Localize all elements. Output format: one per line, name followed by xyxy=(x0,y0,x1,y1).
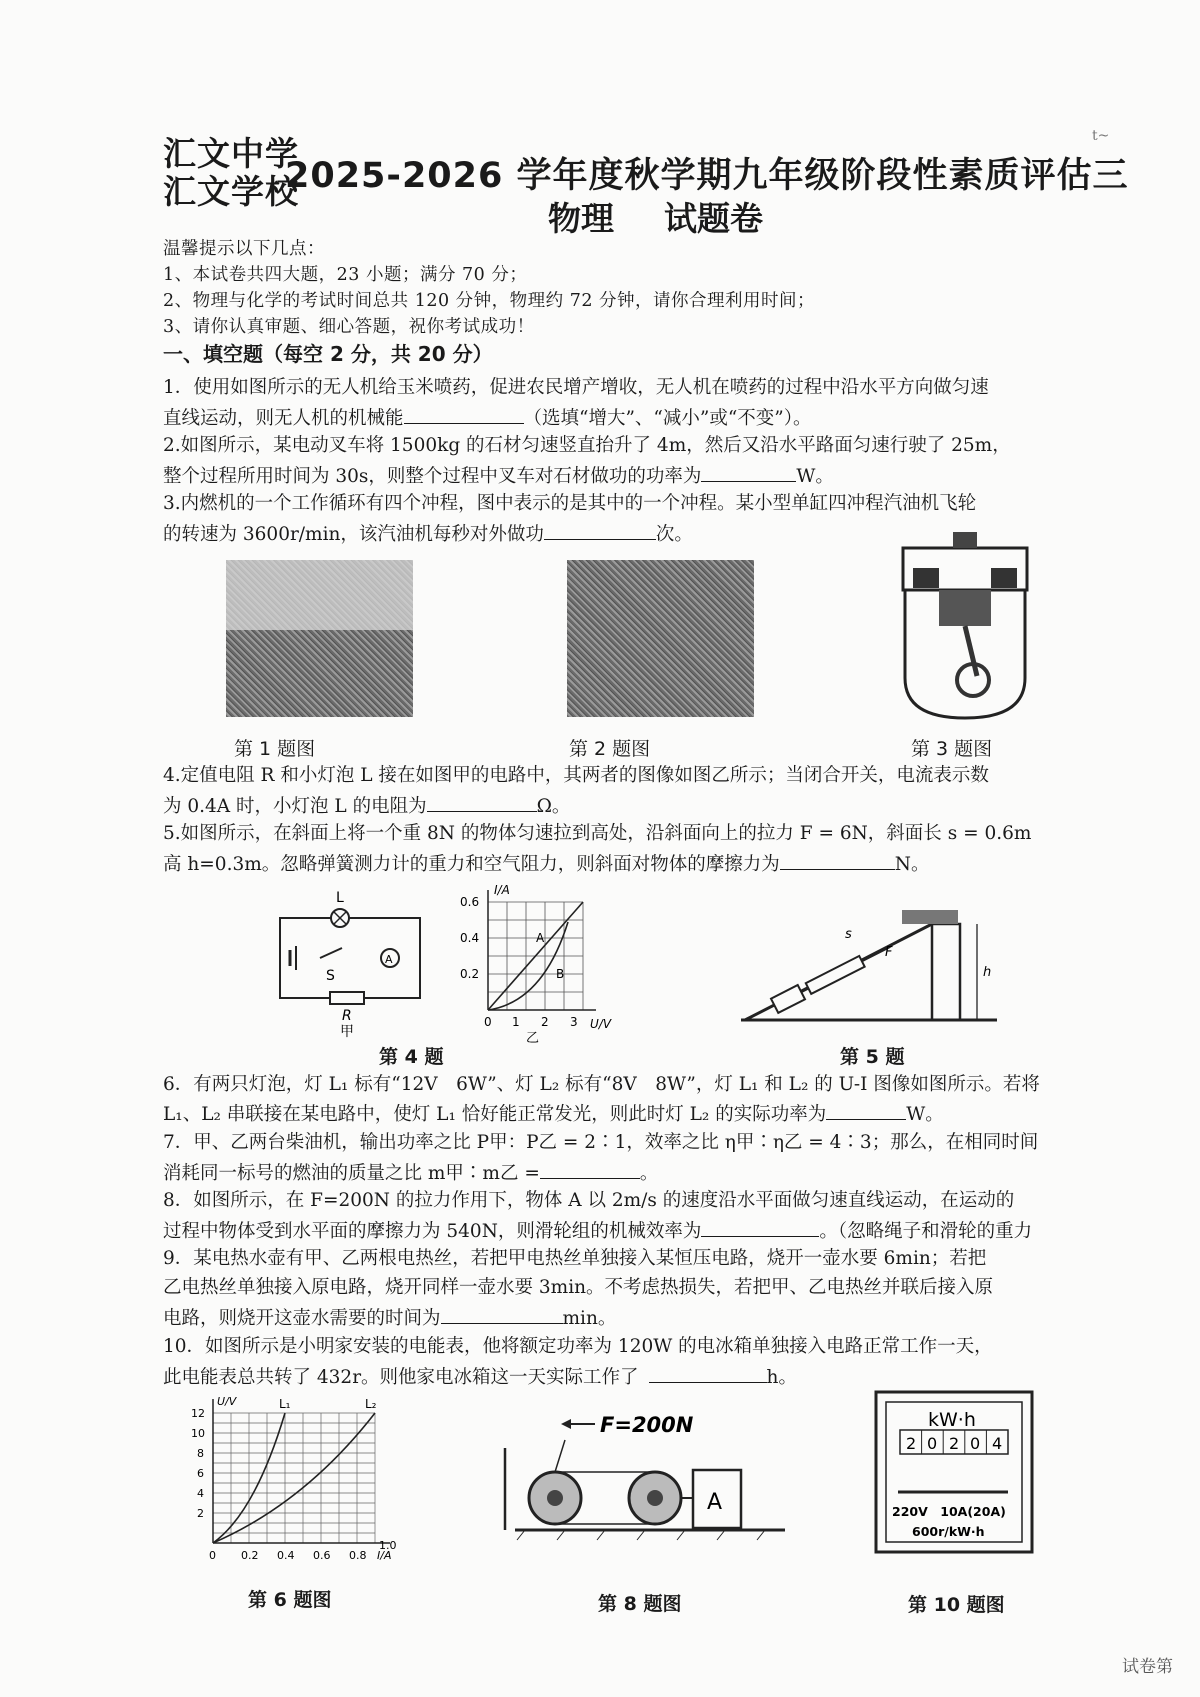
exhaust-valve xyxy=(991,568,1017,588)
meter-unit: kW·h xyxy=(928,1409,976,1431)
q10-line1: 10．如图所示是小明家安装的电能表，他将额定功率为 120W 的电冰箱单独接入电路正常工作一天， xyxy=(163,1336,993,1357)
spring-scale xyxy=(806,956,865,994)
q1-line1: 1．使用如图所示的无人机给玉米喷药，促进农民增产增收，无人机在喷药的过程中沿水平方向做匀速 xyxy=(163,377,989,398)
spring-scale-group xyxy=(771,940,894,1013)
subject-label: 物理 xyxy=(548,199,614,238)
curve-a-label: A xyxy=(536,931,545,945)
q8-line2 xyxy=(163,1217,1032,1245)
q4-answer-blank[interactable] xyxy=(427,792,537,812)
forklift-photo xyxy=(567,560,754,717)
meter-digit: 4 xyxy=(992,1434,1003,1453)
support-block xyxy=(932,924,960,1020)
lamp-label: L xyxy=(336,890,344,906)
fig4-jia-label: 甲 xyxy=(340,1024,354,1040)
q10-answer-blank[interactable] xyxy=(649,1363,767,1383)
q8-text: 过程中物体受到水平面的摩擦力为 540N，则滑轮组的机械效率为 xyxy=(163,1221,702,1242)
x-tick: 1.0 xyxy=(379,1539,397,1552)
q5-line1: 5.如图所示，在斜面上将一个重 8N 的物体匀速拉到高处，沿斜面向上的拉力 F = 6N，斜面长 s = 0.6m xyxy=(163,823,1032,844)
q9-line2: 乙电热丝单独接入原电路，烧开同样一壶水要 3min。不考虑热损失，若把甲、乙电热丝并联后接入原 xyxy=(163,1277,994,1298)
q5-text: 高 h=0.3m。忽略弹簧测力计的重力和空气阻力，则斜面对物体的摩擦力为 xyxy=(163,854,780,875)
q9-answer-blank[interactable] xyxy=(441,1304,563,1324)
figure-caption: 第 1 题图 xyxy=(234,738,316,760)
x-axis-label: U/V xyxy=(590,1017,612,1031)
q9-line1: 9．某电热水壶有甲、乙两根电热丝，若把甲电热丝单独接入某恒压电路，烧开一壶水要 6min；若把 xyxy=(163,1248,987,1269)
fig6-graph xyxy=(185,1393,395,1568)
meter-digit: 0 xyxy=(970,1434,981,1453)
fig5-incline xyxy=(737,892,1002,1030)
q5-text-end: N。 xyxy=(894,854,930,875)
y-axis-label: U/V xyxy=(217,1395,237,1408)
school-name-2: 汇文学校 xyxy=(163,172,299,211)
q7-line2 xyxy=(163,1159,658,1187)
y-tick: 10 xyxy=(191,1427,205,1440)
x-tick: 0.6 xyxy=(313,1549,331,1562)
curve-l1-label: L₁ xyxy=(279,1397,291,1411)
q4-text-end: Ω。 xyxy=(536,796,571,817)
paper-label: 试题卷 xyxy=(664,199,763,238)
fig4-yi-label: 乙 xyxy=(526,1031,540,1046)
school-name-1: 汇文中学 xyxy=(163,134,299,173)
q9-line3 xyxy=(163,1304,616,1332)
figure-caption: 第 10 题图 xyxy=(908,1594,1005,1616)
y-tick: 0.2 xyxy=(460,967,480,981)
photo-sky xyxy=(226,560,413,630)
q7-text-end: 。 xyxy=(639,1163,659,1184)
curve-l2-label: L₂ xyxy=(365,1397,377,1411)
figure-caption: 第 6 题图 xyxy=(248,1589,332,1611)
q2-text-end: W。 xyxy=(796,466,834,487)
fig8-pulley xyxy=(505,1400,790,1550)
y-tick: 2 xyxy=(197,1507,204,1520)
engine-stroke-diagram xyxy=(895,528,1035,725)
spark-plug xyxy=(953,532,977,548)
figure-caption: 第 4 题 xyxy=(379,1046,444,1068)
figure-caption: 第 5 题 xyxy=(840,1046,905,1068)
q7-line1: 7．甲、乙两台柴油机，输出功率之比 P甲：P乙 = 2∶1，效率之比 η甲∶η乙 = 4∶3；那么，在相同时间 xyxy=(163,1132,1039,1153)
figure-caption: 第 2 题图 xyxy=(569,738,651,760)
y-tick: 0.6 xyxy=(460,895,480,909)
q9-text: 电路，则烧开这壶水需要的时间为 xyxy=(163,1308,441,1329)
tip-item: 3、请你认真审题、细心答题，祝你考试成功！ xyxy=(163,317,535,337)
y-tick: 6 xyxy=(197,1467,204,1480)
connecting-rod xyxy=(965,626,977,676)
exam-subtitle xyxy=(548,193,813,240)
y-tick: 8 xyxy=(197,1447,204,1460)
x-tick: 0 xyxy=(209,1549,216,1562)
q7-text: 消耗同一标号的燃油的质量之比 m甲∶m乙 = xyxy=(163,1163,540,1184)
q5-line2 xyxy=(163,850,929,878)
q4-text: 为 0.4A 时，小灯泡 L 的电阻为 xyxy=(163,796,427,817)
x-tick: 0.2 xyxy=(241,1549,259,1562)
q5-answer-blank[interactable] xyxy=(780,850,895,870)
q3-line2 xyxy=(163,520,693,548)
q2-line2 xyxy=(163,462,834,490)
curve-l2 xyxy=(213,1413,375,1543)
fig10-energy-meter xyxy=(872,1388,1037,1556)
q10-line2 xyxy=(163,1363,797,1391)
page-footer: 试卷第 xyxy=(1122,1657,1173,1677)
tip-item: 1、本试卷共四大题，23 小题；满分 70 分； xyxy=(163,265,528,285)
x-axis-label: I/A xyxy=(377,1549,392,1562)
meter-constant: 600r/kW·h xyxy=(912,1524,985,1539)
y-tick: 12 xyxy=(191,1407,205,1420)
q6-line2 xyxy=(163,1100,944,1128)
fig4-graph xyxy=(448,882,612,1046)
meter-digit: 0 xyxy=(927,1434,938,1453)
q2-answer-blank[interactable] xyxy=(701,462,796,482)
q1-text-end: （选填“增大”、“减小”或“不变”）。 xyxy=(523,408,812,429)
y-axis-label: I/A xyxy=(494,883,510,897)
tip-item: 2、物理与化学的考试时间总共 120 分钟，物理约 72 分钟，请你合理利用时间； xyxy=(163,291,816,311)
q3-line1: 3.内燃机的一个工作循环有四个冲程，图中表示的是其中的一个冲程。某小型单缸四冲程汽油机飞轮 xyxy=(163,493,977,514)
ammeter-label: A xyxy=(385,953,393,966)
q3-answer-blank[interactable] xyxy=(544,520,656,540)
q10-text-end: h。 xyxy=(766,1367,797,1388)
figure-caption: 第 8 题图 xyxy=(598,1593,682,1615)
q8-line1: 8．如图所示，在 F=200N 的拉力作用下，物体 A 以 2m/s 的速度沿水平面做匀速直线运动，在运动的 xyxy=(163,1190,1015,1211)
q6-line1: 6．有两只灯泡，灯 L₁ 标有“12V 6W”、灯 L₂ 标有“8V 8W”，灯 L₁ 和 L₂ 的 U-I 图像如图所示。若将 xyxy=(163,1074,1040,1095)
x-tick: 0.8 xyxy=(349,1549,367,1562)
x-tick: 2 xyxy=(541,1015,549,1029)
q2-text: 整个过程所用时间为 30s，则整个过程中叉车对石材做功的功率为 xyxy=(163,466,702,487)
intake-valve xyxy=(913,568,939,588)
q1-text: 直线运动，则无人机的机械能 xyxy=(163,408,404,429)
x-tick: 1 xyxy=(512,1015,520,1029)
y-tick: 4 xyxy=(197,1487,204,1500)
block-a-label: A xyxy=(707,1490,723,1515)
school-names xyxy=(163,135,299,211)
x-tick: 0 xyxy=(484,1015,492,1029)
q4-line1: 4.定值电阻 R 和小灯泡 L 接在如图甲的电路中，其两者的图像如图乙所示；当闭合开关，电流表示数 xyxy=(163,765,989,786)
section-heading: 一、填空题（每空 2 分，共 20 分） xyxy=(163,342,493,366)
force-f-label: F xyxy=(885,945,893,960)
resistor-label: R xyxy=(342,1008,352,1024)
q6-text-end: W。 xyxy=(906,1104,944,1125)
meter-rating: 220V 10A(20A) xyxy=(892,1504,1006,1519)
q3-text-end: 次。 xyxy=(655,524,693,545)
q6-text: L₁、L₂ 串联接在某电路中，使灯 L₁ 恰好能正常发光，则此时灯 L₂ 的实际功率为 xyxy=(163,1104,827,1125)
figure-caption: 第 3 题图 xyxy=(911,738,993,760)
q2-line1: 2.如图所示，某电动叉车将 1500kg 的石材匀速竖直抬升了 4m，然后又沿水平路面匀速行驶了 25m， xyxy=(163,435,1011,456)
graph-grid xyxy=(213,1413,375,1543)
switch-symbol xyxy=(320,948,342,958)
piston xyxy=(939,590,991,626)
q4-line2 xyxy=(163,792,570,820)
q1-answer-blank[interactable] xyxy=(404,404,524,424)
q8-answer-blank[interactable] xyxy=(701,1217,819,1237)
q6-answer-blank[interactable] xyxy=(826,1100,906,1120)
curve-b-label: B xyxy=(556,967,565,981)
switch-label: S xyxy=(326,968,335,984)
incline-s-label: s xyxy=(845,927,852,942)
fig4-circuit xyxy=(270,888,430,1038)
x-tick: 3 xyxy=(570,1015,578,1029)
resistor-symbol xyxy=(330,992,364,1004)
q8-text-end: 。（忽略绳子和滑轮的重力 xyxy=(819,1221,1033,1242)
corner-mark: t~ xyxy=(1092,128,1110,144)
q7-answer-blank[interactable] xyxy=(540,1159,640,1179)
y-tick: 0.4 xyxy=(460,931,480,945)
object-block xyxy=(771,985,805,1013)
pull-force-label: F=200N xyxy=(600,1413,694,1437)
top-platform xyxy=(902,910,958,924)
x-tick: 0.4 xyxy=(277,1549,295,1562)
q10-text: 此电能表总共转了 432r。则他家电冰箱这一天实际工作了 xyxy=(163,1367,639,1388)
meter-digit: 2 xyxy=(906,1434,917,1453)
height-h-label: h xyxy=(983,965,992,980)
meter-digit: 2 xyxy=(949,1434,960,1453)
q1-line2 xyxy=(163,404,812,432)
q9-text-end: min。 xyxy=(562,1308,617,1329)
q3-text: 的转速为 3600r/min，该汽油机每秒对外做功 xyxy=(163,524,544,545)
tips-heading: 温馨提示以下几点： xyxy=(163,239,325,259)
exam-title: 2025-2026 学年度秋学期九年级阶段性素质评估三 xyxy=(285,156,1129,196)
